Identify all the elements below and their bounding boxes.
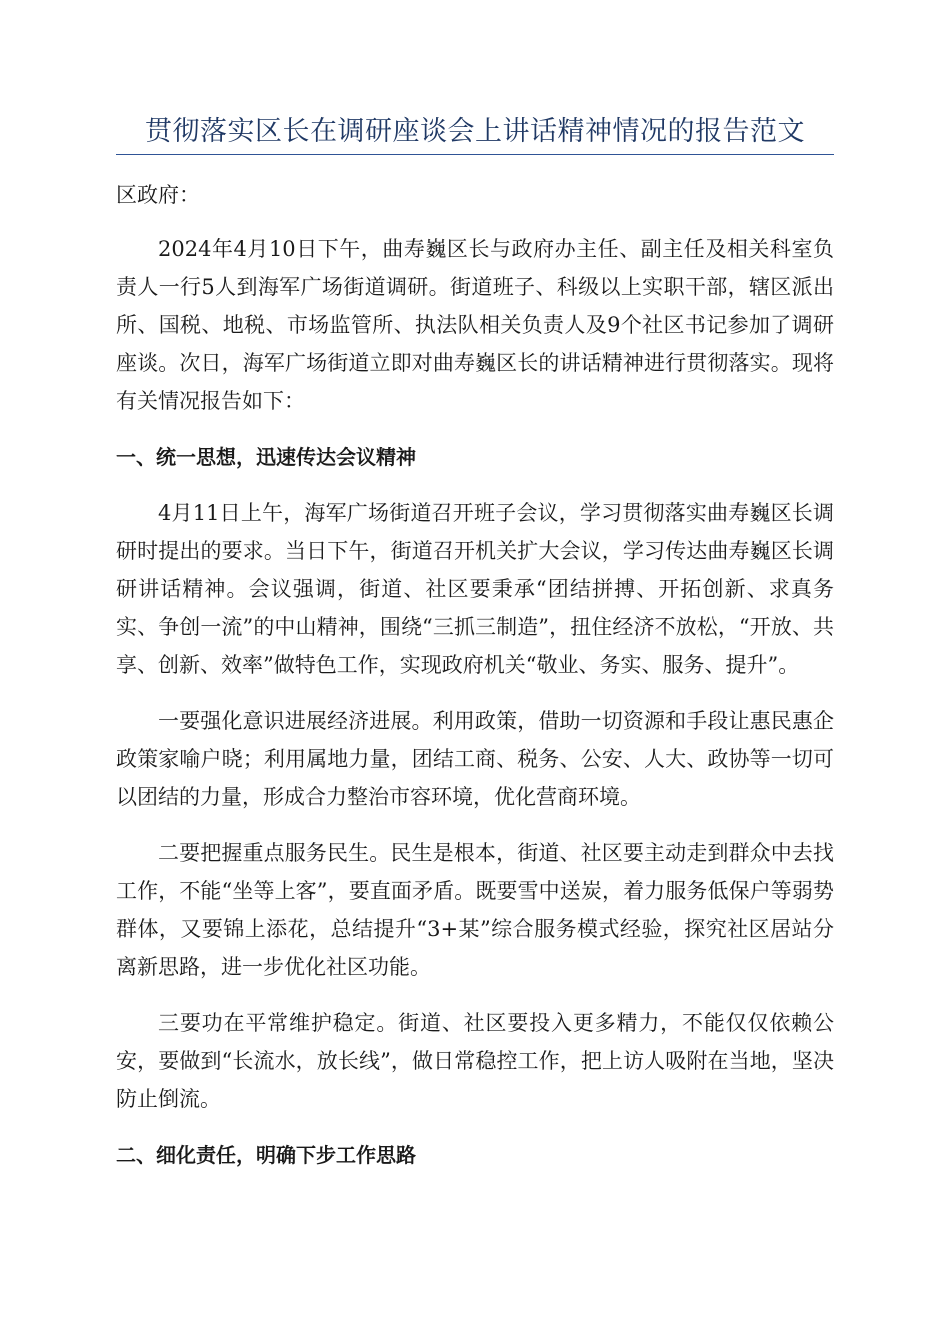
section1-paragraph-4: 三要功在平常维护稳定。街道、社区要投入更多精力，不能仅仅依赖公安，要做到“长流水，放长线”，做日常稳控工作，把上访人吸附在当地，坚决防止倒流。 [116,1011,834,1111]
section-heading-2: 二、细化责任，明确下步工作思路 [116,1143,416,1167]
section1-paragraph-2: 一要强化意识进展经济进展。利用政策，借助一切资源和手段让惠民惠企政策家喻户晓；利用属地力量，团结工商、税务、公安、人大、政协等一切可以团结的力量，形成合力整治市容环境，优化营商环境。 [116,709,834,809]
document-body [116,176,834,1192]
title-underline [116,154,834,155]
section-heading-1: 一、统一思想，迅速传达会议精神 [116,445,416,469]
section1-paragraph-1: 4月11日上午，海军广场街道召开班子会议，学习贯彻落实曲寿巍区长调研时提出的要求。当日下午，街道召开机关扩大会议，学习传达曲寿巍区长调研讲话精神。会议强调，街道、社区要秉承“团结拼搏、开拓创新、求真务实、争创一流”的中山精神，围绕“三抓三制造”，扭住经济不放松，“开放、共享、创新、效率”做特色工作，实现政府机关“敬业、务实、服务、提升”。 [116,501,834,677]
document-title: 贯彻落实区长在调研座谈会上讲话精神情况的报告范文 [145,116,805,147]
intro-paragraph: 2024年4月10日下午，曲寿巍区长与政府办主任、副主任及相关科室负责人一行5人到海军广场街道调研。街道班子、科级以上实职干部，辖区派出所、国税、地税、市场监管所、执法队相关负责人及9个社区书记参加了调研座谈。次日，海军广场街道立即对曲寿巍区长的讲话精神进行贯彻落实。现将有关情况报告如下： [116,237,834,413]
salutation: 区政府： [116,183,200,207]
section1-paragraph-3: 二要把握重点服务民生。民生是根本，街道、社区要主动走到群众中去找工作，不能“坐等上客”，要直面矛盾。既要雪中送炭，着力服务低保户等弱势群体，又要锦上添花，总结提升“3+某”综合服务模式经验，探究社区居站分离新思路，进一步优化社区功能。 [116,841,834,979]
